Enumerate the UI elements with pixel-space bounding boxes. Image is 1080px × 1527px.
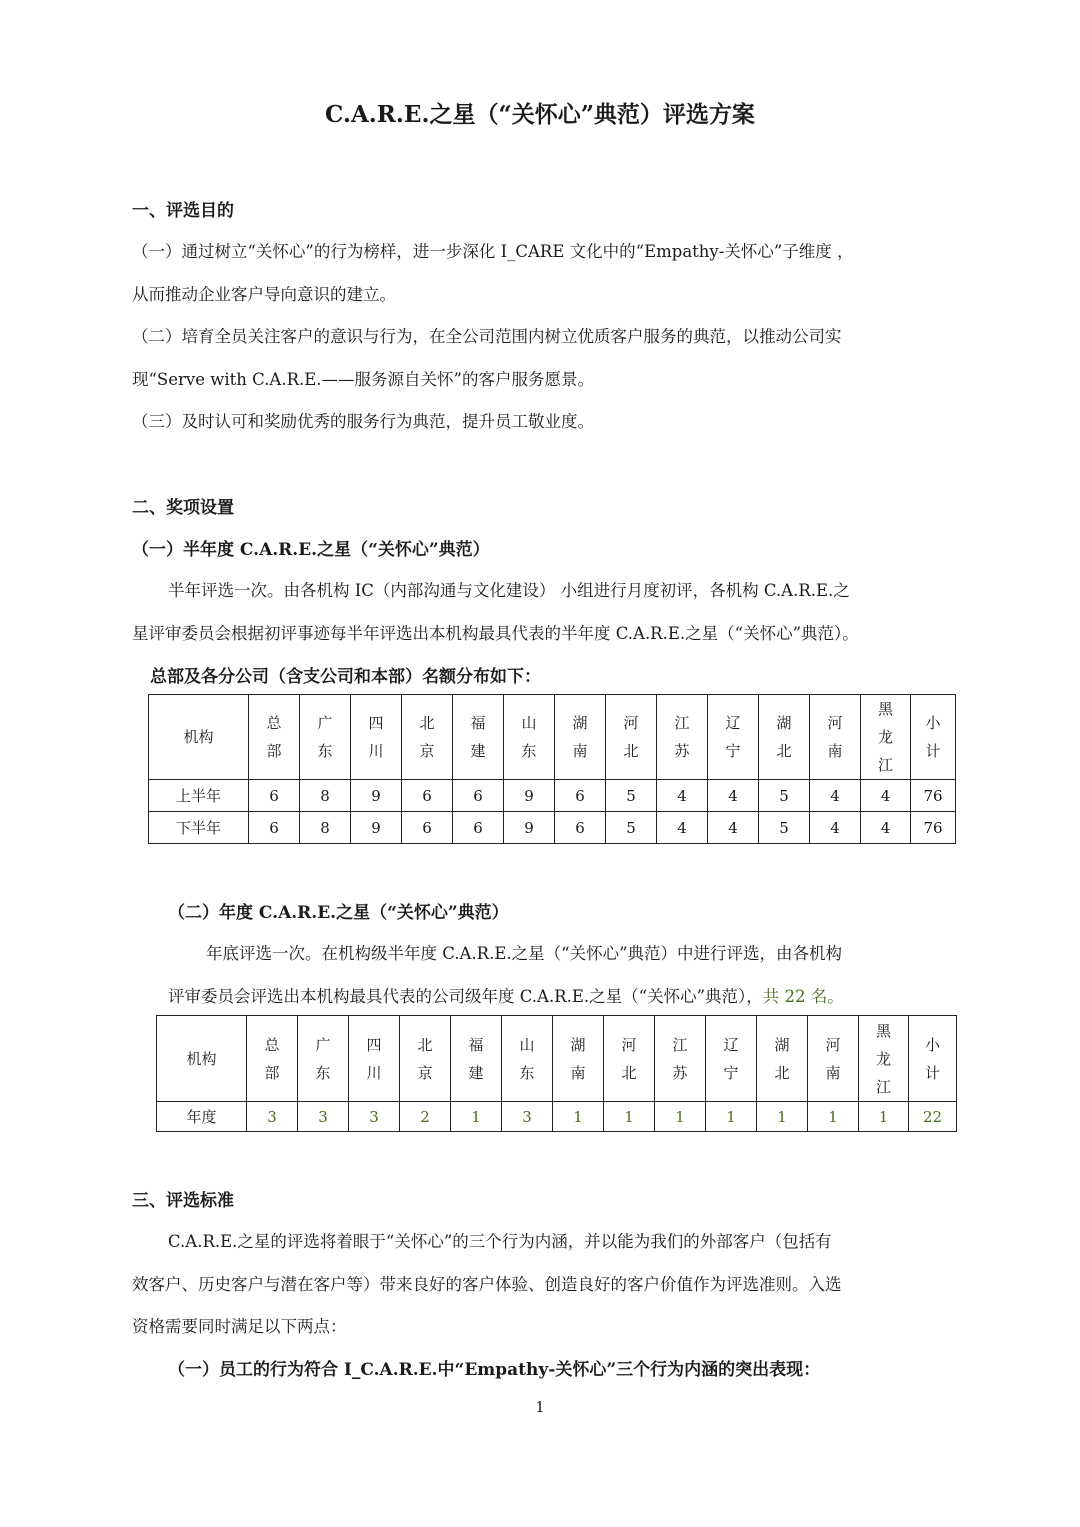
value-cell: 6	[453, 780, 504, 812]
value-cell: 8	[300, 812, 351, 844]
value-cell: 4	[657, 780, 708, 812]
s3-paragraph-line-2: 效客户、历史客户与潜在客户等）带来良好的客户体验、创造良好的客户价值作为评选准则。入选	[132, 1275, 842, 1294]
header-cell: 湖北	[757, 1016, 808, 1102]
table-row	[157, 1102, 957, 1132]
value-cell: 6	[249, 812, 300, 844]
row-label-cell: 下半年	[149, 812, 249, 844]
header-cell: 小计	[909, 1016, 957, 1102]
header-cell: 江苏	[657, 695, 708, 780]
header-cell: 河南	[808, 1016, 859, 1102]
value-cell: 9	[504, 780, 555, 812]
value-cell: 2	[400, 1102, 451, 1132]
value-cell: 76	[911, 812, 956, 844]
value-cell: 6	[402, 780, 453, 812]
value-cell: 4	[708, 812, 759, 844]
total-count-highlight: 共 22 名。	[762, 987, 844, 1006]
header-cell: 四川	[349, 1016, 400, 1102]
value-cell: 4	[810, 812, 861, 844]
header-cell: 湖南	[555, 695, 606, 780]
value-cell: 4	[657, 812, 708, 844]
header-cell: 广东	[298, 1016, 349, 1102]
value-cell: 1	[859, 1102, 909, 1132]
value-cell: 8	[300, 780, 351, 812]
header-cell: 湖南	[553, 1016, 604, 1102]
header-cell: 黑龙江	[859, 1016, 909, 1102]
value-cell: 6	[402, 812, 453, 844]
header-cell: 黑龙江	[861, 695, 911, 780]
value-cell: 3	[298, 1102, 349, 1132]
value-cell: 22	[909, 1102, 957, 1132]
value-cell: 1	[757, 1102, 808, 1132]
header-cell: 湖北	[759, 695, 810, 780]
header-cell: 福建	[453, 695, 504, 780]
table-row	[149, 812, 956, 844]
value-cell: 4	[861, 780, 911, 812]
section-3-heading: 三、评选标准	[132, 1191, 234, 1211]
value-cell: 5	[759, 812, 810, 844]
header-label-cell: 机构	[157, 1016, 247, 1102]
s2-sub1-paragraph-line-2: 星评审委员会根据初评事迹每半年评选出本机构最具代表的半年度 C.A.R.E.之星（“关怀心”典范）。	[132, 624, 859, 643]
header-cell: 福建	[451, 1016, 502, 1102]
header-cell: 山东	[502, 1016, 553, 1102]
s1-paragraph-3: （三）及时认可和奖励优秀的服务行为典范，提升员工敬业度。	[132, 412, 594, 431]
s1-paragraph-1-line-1: （一）通过树立“关怀心”的行为榜样，进一步深化 I_CARE 文化中的“Empathy-关怀心”子维度 ，	[132, 242, 854, 261]
header-cell: 辽宁	[706, 1016, 757, 1102]
value-cell: 1	[655, 1102, 706, 1132]
row-label-cell: 年度	[157, 1102, 247, 1132]
value-cell: 6	[453, 812, 504, 844]
header-cell: 河北	[606, 695, 657, 780]
value-cell: 4	[861, 812, 911, 844]
value-cell: 1	[706, 1102, 757, 1132]
header-cell: 辽宁	[708, 695, 759, 780]
s3-paragraph-line-3: 资格需要同时满足以下两点：	[132, 1317, 347, 1336]
s2-sub2-paragraph-line-2: 评审委员会评选出本机构最具代表的公司级年度 C.A.R.E.之星（“关怀心”典范），共 22 名。	[168, 987, 844, 1006]
quota-table-annual	[156, 1015, 957, 1132]
header-cell: 小计	[911, 695, 956, 780]
table-1-caption: 总部及各分公司（含支公司和本部）名额分布如下：	[150, 667, 541, 687]
s3-subheading-1: （一）员工的行为符合 I_C.A.R.E.中“Empathy-关怀心”三个行为内涵的突出表现：	[168, 1360, 821, 1380]
value-cell: 3	[349, 1102, 400, 1132]
value-cell: 6	[555, 780, 606, 812]
section-1-heading: 一、评选目的	[132, 201, 234, 221]
value-cell: 9	[351, 812, 402, 844]
table-header-row	[149, 695, 956, 780]
header-cell: 江苏	[655, 1016, 706, 1102]
value-cell: 76	[911, 780, 956, 812]
s1-paragraph-2-line-2: 现“Serve with C.A.R.E.——服务源自关怀”的客户服务愿景。	[132, 370, 594, 389]
value-cell: 6	[249, 780, 300, 812]
page-number: 1	[535, 1398, 545, 1416]
s3-paragraph-line-1: C.A.R.E.之星的评选将着眼于“关怀心”的三个行为内涵，并以能为我们的外部客户（包括有	[168, 1232, 832, 1251]
header-cell: 河北	[604, 1016, 655, 1102]
quota-table-half-year	[148, 694, 956, 844]
value-cell: 3	[502, 1102, 553, 1132]
header-cell: 四川	[351, 695, 402, 780]
s1-paragraph-2-line-1: （二）培育全员关注客户的意识与行为，在全公司范围内树立优质客户服务的典范，以推动公司实	[132, 327, 842, 346]
section-2-heading: 二、奖项设置	[132, 498, 234, 518]
header-cell: 总部	[247, 1016, 298, 1102]
value-cell: 1	[553, 1102, 604, 1132]
table-header-row	[157, 1016, 957, 1102]
row-label-cell: 上半年	[149, 780, 249, 812]
value-cell: 9	[351, 780, 402, 812]
value-cell: 5	[759, 780, 810, 812]
table-row	[149, 780, 956, 812]
value-cell: 4	[810, 780, 861, 812]
value-cell: 9	[504, 812, 555, 844]
value-cell: 1	[808, 1102, 859, 1132]
value-cell: 1	[604, 1102, 655, 1132]
value-cell: 6	[555, 812, 606, 844]
header-cell: 广东	[300, 695, 351, 780]
value-cell: 3	[247, 1102, 298, 1132]
header-cell: 山东	[504, 695, 555, 780]
document-title: C.A.R.E.之星（“关怀心”典范）评选方案	[325, 101, 755, 128]
header-cell: 总部	[249, 695, 300, 780]
header-cell: 河南	[810, 695, 861, 780]
value-cell: 5	[606, 780, 657, 812]
header-label-cell: 机构	[149, 695, 249, 780]
s2-sub1-paragraph-line-1: 半年评选一次。由各机构 IC（内部沟通与文化建设） 小组进行月度初评，各机构 C.A.R.E.之	[168, 581, 850, 600]
s2-sub2-paragraph-line-1: 年底评选一次。在机构级半年度 C.A.R.E.之星（“关怀心”典范）中进行评选，由各机构	[206, 944, 843, 963]
header-cell: 北京	[402, 695, 453, 780]
s2-subheading-1: （一）半年度 C.A.R.E.之星（“关怀心”典范）	[132, 540, 490, 560]
value-cell: 1	[451, 1102, 502, 1132]
value-cell: 4	[708, 780, 759, 812]
header-cell: 北京	[400, 1016, 451, 1102]
value-cell: 5	[606, 812, 657, 844]
s1-paragraph-1-line-2: 从而推动企业客户导向意识的建立。	[132, 285, 396, 304]
s2-subheading-2: （二）年度 C.A.R.E.之星（“关怀心”典范）	[168, 903, 509, 923]
